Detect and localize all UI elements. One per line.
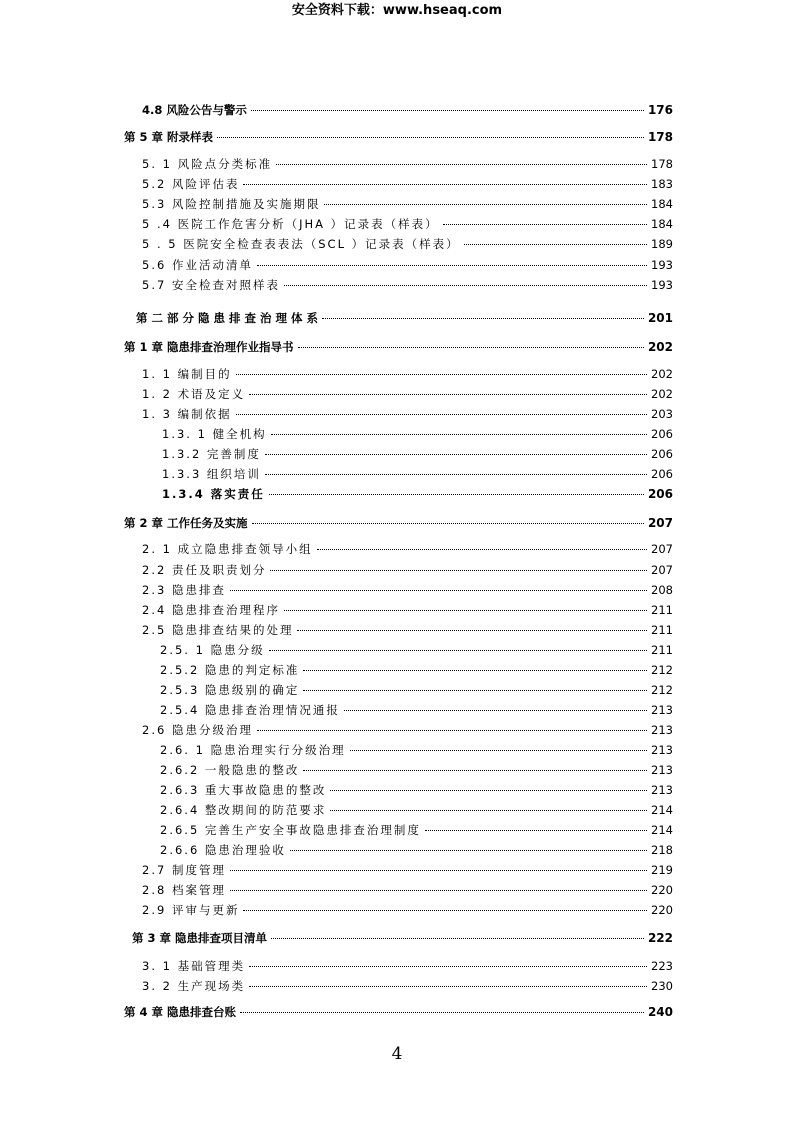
toc-entry[interactable]: [142, 176, 673, 192]
toc-entry-title: 5.3 风险控制措施及实施期限: [142, 197, 321, 211]
dot-leader: [284, 610, 647, 611]
toc-entry-page: 178: [647, 130, 673, 144]
dot-leader: [217, 137, 644, 138]
toc-entry[interactable]: [160, 822, 673, 838]
toc-entry[interactable]: [162, 446, 673, 462]
toc-entry-page: 212: [651, 683, 673, 697]
dot-leader: [271, 434, 647, 435]
dot-leader: [243, 184, 647, 185]
dot-leader: [324, 204, 647, 205]
toc-entry-title: 2.5.2 隐患的判定标准: [160, 663, 300, 677]
toc-entry-page: 213: [651, 723, 673, 737]
dot-leader: [330, 790, 647, 791]
toc-entry[interactable]: [142, 902, 673, 918]
dot-leader: [464, 244, 647, 245]
toc-entry[interactable]: [142, 277, 673, 293]
toc-entry-title: 2.6.4 整改期间的防范要求: [160, 803, 327, 817]
toc-entry[interactable]: [136, 310, 673, 326]
toc-entry-page: 193: [651, 258, 673, 272]
dot-leader: [236, 414, 647, 415]
toc-entry[interactable]: [142, 236, 673, 252]
toc-entry-title: 2. 1 成立隐患排查领导小组: [142, 542, 313, 556]
dot-leader: [322, 318, 644, 319]
dot-leader: [303, 770, 647, 771]
toc-entry-page: 213: [651, 763, 673, 777]
toc-entry-title: 5.2 风险评估表: [142, 177, 240, 191]
toc-entry-title: 2.3 隐患排查: [142, 583, 226, 597]
toc-entry-title: 4.8 风险公告与警示: [142, 103, 247, 117]
dot-leader: [230, 890, 647, 891]
toc-entry[interactable]: [162, 426, 673, 442]
toc-entry-page: 202: [651, 387, 673, 401]
toc-entry-title: 2.6.2 一般隐患的整改: [160, 763, 300, 777]
toc-entry-title: 2.6. 1 隐患治理实行分级治理: [160, 743, 346, 757]
toc-entry[interactable]: [124, 1004, 673, 1020]
toc-entry[interactable]: [162, 486, 673, 502]
toc-entry-title: 1. 1 编制目的: [142, 367, 232, 381]
toc-entry-page: 223: [651, 959, 673, 973]
toc-entry-title: 2.5.3 隐患级别的确定: [160, 683, 300, 697]
toc-entry-title: 5.7 安全检查对照样表: [142, 278, 280, 292]
toc-entry-title: 第 5 章 附录样表: [124, 130, 214, 144]
dot-leader: [443, 224, 647, 225]
dot-leader: [236, 374, 647, 375]
toc-entry-page: 207: [647, 516, 673, 530]
toc-entry-title: 5. 1 风险点分类标准: [142, 157, 273, 171]
toc-entry-title: 2.4 隐患排查治理程序: [142, 603, 280, 617]
dot-leader: [284, 285, 647, 286]
toc-entry[interactable]: [142, 196, 673, 212]
dot-leader: [344, 710, 647, 711]
toc-entry-title: 第 3 章 隐患排查项目清单: [132, 931, 268, 945]
toc-entry-title: 1.3.2 完善制度: [162, 447, 261, 461]
toc-entry-page: 211: [651, 643, 673, 657]
dot-leader: [303, 670, 647, 671]
toc-entry[interactable]: [160, 762, 673, 778]
toc-entry-title: 第 2 章 工作任务及实施: [124, 516, 248, 530]
dot-leader: [303, 690, 647, 691]
toc-entry[interactable]: [160, 682, 673, 698]
site-header: 安全资料下载：www.hseaq.com: [291, 3, 503, 18]
toc-entry[interactable]: [160, 642, 673, 658]
toc-entry[interactable]: [142, 406, 673, 422]
dot-leader: [230, 870, 647, 871]
toc-entry-title: 2.5.4 隐患排查治理情况通报: [160, 703, 340, 717]
toc-entry-page: 219: [651, 863, 673, 877]
dot-leader: [265, 454, 647, 455]
toc-entry[interactable]: [162, 466, 673, 482]
toc-entry-page: 220: [651, 883, 673, 897]
dot-leader: [265, 474, 647, 475]
toc-entry-title: 2.2 责任及职责划分: [142, 563, 267, 577]
toc-entry-title: 1. 2 术语及定义: [142, 387, 246, 401]
dot-leader: [252, 523, 644, 524]
toc-entry[interactable]: [142, 882, 673, 898]
toc-entry-title: 1.3. 1 健全机构: [162, 427, 267, 441]
toc-entry-page: 202: [651, 367, 673, 381]
toc-entry-title: 5.6 作业活动清单: [142, 258, 253, 272]
toc-entry[interactable]: [142, 216, 673, 232]
toc-entry-title: 2.9 评审与更新: [142, 903, 240, 917]
dot-leader: [271, 938, 644, 939]
toc-entry[interactable]: [142, 562, 673, 578]
toc-entry-page: 207: [651, 563, 673, 577]
toc-entry-title: 2.6.3 重大事故隐患的整改: [160, 783, 327, 797]
toc-entry-title: 2.6 隐患分级治理: [142, 723, 253, 737]
dot-leader: [249, 986, 647, 987]
toc-entry-page: 206: [651, 427, 673, 441]
dot-leader: [270, 570, 647, 571]
toc-entry[interactable]: [160, 662, 673, 678]
toc-entry[interactable]: [132, 930, 673, 946]
toc-entry-page: 220: [651, 903, 673, 917]
toc-entry-page: 214: [651, 823, 673, 837]
dot-leader: [317, 549, 647, 550]
dot-leader: [257, 265, 647, 266]
toc-entry-page: 211: [651, 623, 673, 637]
toc-entry-page: 213: [651, 743, 673, 757]
toc-entry[interactable]: [142, 541, 673, 557]
toc-entry-title: 5 . 5 医院安全检查表表法（SCL ）记录表（样表）: [142, 237, 460, 251]
dot-leader: [251, 110, 644, 111]
dot-leader: [249, 966, 647, 967]
toc-entry[interactable]: [142, 582, 673, 598]
toc-entry[interactable]: [142, 958, 673, 974]
toc-entry-title: 第 1 章 隐患排查治理作业指导书: [124, 340, 294, 354]
dot-leader: [330, 810, 647, 811]
toc-entry[interactable]: [142, 386, 673, 402]
toc-entry-page: 201: [647, 311, 673, 325]
dot-leader: [350, 750, 647, 751]
dot-leader: [240, 1012, 644, 1013]
toc-entry[interactable]: [142, 978, 673, 994]
toc-entry-title: 第 二 部 分 隐 患 排 查 治 理 体 系: [136, 311, 319, 325]
toc-entry[interactable]: [142, 622, 673, 638]
toc-entry[interactable]: [124, 339, 673, 355]
dot-leader: [290, 850, 647, 851]
toc-entry-page: 203: [651, 407, 673, 421]
toc-entry-title: 2.5. 1 隐患分级: [160, 643, 265, 657]
toc-entry-title: 2.6.5 完善生产安全事故隐患排查治理制度: [160, 823, 421, 837]
toc-entry-title: 3. 1 基础管理类: [142, 959, 246, 973]
toc-entry-page: 202: [647, 340, 673, 354]
toc-entry-page: 183: [651, 177, 673, 191]
dot-leader: [249, 394, 647, 395]
toc-entry-page: 184: [651, 217, 673, 231]
toc-entry-page: 213: [651, 783, 673, 797]
toc-entry-page: 208: [651, 583, 673, 597]
toc-entry-page: 218: [651, 843, 673, 857]
toc-entry[interactable]: [142, 602, 673, 618]
toc-entry-page: 206: [647, 487, 673, 501]
toc-entry-page: 212: [651, 663, 673, 677]
toc-entry-title: 2.7 制度管理: [142, 863, 226, 877]
toc-entry-title: 5 .4 医院工作危害分析（JHA ）记录表（样表）: [142, 217, 439, 231]
toc-entry[interactable]: [142, 102, 673, 118]
toc-entry-page: 211: [651, 603, 673, 617]
toc-entry-page: 178: [651, 157, 673, 171]
toc-entry[interactable]: [142, 156, 673, 172]
toc-entry[interactable]: [160, 702, 673, 718]
toc-entry-title: 2.6.6 隐患治理验收: [160, 843, 286, 857]
toc-entry[interactable]: [142, 257, 673, 273]
toc-entry[interactable]: [124, 129, 673, 145]
dot-leader: [243, 910, 647, 911]
toc-entry-title: 1.3.3 组织培训: [162, 467, 261, 481]
toc-entry-page: 184: [651, 197, 673, 211]
toc-entry-page: 189: [651, 237, 673, 251]
dot-leader: [297, 630, 647, 631]
toc-entry[interactable]: [160, 782, 673, 798]
dot-leader: [257, 730, 647, 731]
toc-entry-page: 240: [647, 1005, 673, 1019]
page-number: 4: [391, 1044, 403, 1064]
toc-entry-title: 1.3.4 落实责任: [162, 487, 265, 501]
toc-entry-page: 230: [651, 979, 673, 993]
toc-entry-title: 第 4 章 隐患排查台账: [124, 1005, 237, 1019]
dot-leader: [269, 650, 647, 651]
toc-entry-page: 222: [647, 931, 673, 945]
toc-entry-title: 3. 2 生产现场类: [142, 979, 246, 993]
toc-entry-page: 214: [651, 803, 673, 817]
dot-leader: [425, 830, 647, 831]
toc-entry[interactable]: [142, 862, 673, 878]
toc-entry-page: 206: [651, 467, 673, 481]
toc-entry-page: 206: [651, 447, 673, 461]
toc-entry[interactable]: [142, 366, 673, 382]
toc-entry-page: 193: [651, 278, 673, 292]
dot-leader: [298, 347, 644, 348]
dot-leader: [230, 590, 647, 591]
toc-entry[interactable]: [124, 515, 673, 531]
toc-entry-page: 176: [647, 103, 673, 117]
toc-entry[interactable]: [160, 802, 673, 818]
toc-entry[interactable]: [160, 842, 673, 858]
toc-entry[interactable]: [160, 742, 673, 758]
toc-entry-title: 2.5 隐患排查结果的处理: [142, 623, 294, 637]
dot-leader: [276, 164, 647, 165]
toc-entry-title: 2.8 档案管理: [142, 883, 226, 897]
toc-entry-title: 1. 3 编制依据: [142, 407, 232, 421]
toc-entry-page: 207: [651, 542, 673, 556]
toc-entry[interactable]: [142, 722, 673, 738]
toc-entry-page: 213: [651, 703, 673, 717]
dot-leader: [269, 494, 644, 495]
